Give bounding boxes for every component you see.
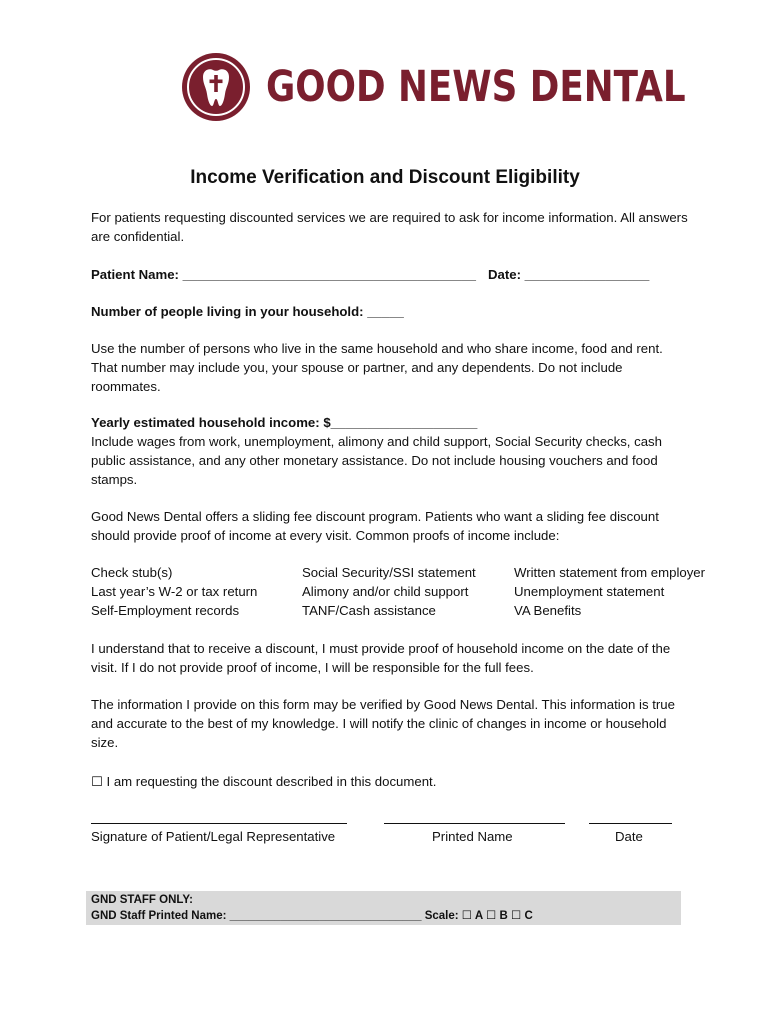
staff-only-box xyxy=(86,891,681,925)
date-label: Date xyxy=(615,829,643,844)
list-item: Social Security/SSI statement xyxy=(302,565,476,580)
brand-name: GOOD NEWS DENTAL xyxy=(266,61,686,112)
printed-name-line[interactable] xyxy=(384,823,565,824)
tooth-cross-icon xyxy=(180,51,252,123)
printed-name-label: Printed Name xyxy=(432,829,513,844)
list-item: Alimony and/or child support xyxy=(302,584,469,599)
verification-text: The information I provide on this form may be verified by Good News Dental. This information is true and accurate to the best of my knowledge. I will notify the clinic of changes in income or household size. xyxy=(91,697,675,750)
household-size-field[interactable]: Number of people living in your household: _____ xyxy=(91,304,404,319)
proof-requirement-text: I understand that to receive a discount, I must provide proof of household income on the date of the visit. If I do not provide proof of income, I will be responsible for the full fees. xyxy=(91,641,671,675)
staff-printed-name-field[interactable]: GND Staff Printed Name: ______________________________ Scale: ☐ A ☐ B ☐ C xyxy=(91,910,533,922)
list-item: Written statement from employer xyxy=(514,565,706,580)
signature-date-line[interactable] xyxy=(589,823,672,824)
signature-line[interactable] xyxy=(91,823,347,824)
list-item: Unemployment statement xyxy=(514,584,665,599)
list-item: Last year’s W-2 or tax return xyxy=(91,584,258,599)
list-item: Self-Employment records xyxy=(91,603,240,618)
income-description: Include wages from work, unemployment, alimony and child support, Social Security checks, cash public assistance, and any other monetary assistance. Do not include housing vouchers and food stamps. xyxy=(91,434,662,487)
discount-request-checkbox[interactable]: ☐ I am requesting the discount described in this document. xyxy=(91,774,437,789)
proofs-column-1 xyxy=(91,563,257,620)
household-income-field[interactable]: Yearly estimated household income: $____________________ xyxy=(91,415,478,430)
page-title: Income Verification and Discount Eligibility xyxy=(190,167,580,188)
proofs-column-3 xyxy=(514,563,705,620)
household-description: Use the number of persons who live in the same household and who share income, food and rent. That number may include you, your spouse or partner, and any dependents. Do not include roommates. xyxy=(91,341,663,394)
logo xyxy=(180,50,770,124)
date-field[interactable]: Date: _________________ xyxy=(488,267,650,282)
signature-label: Signature of Patient/Legal Representative xyxy=(91,829,336,844)
staff-heading: GND STAFF ONLY: xyxy=(91,894,194,906)
proofs-column-2 xyxy=(302,563,476,620)
program-description: Good News Dental offers a sliding fee discount program. Patients who want a sliding fee discount should provide proof of income at every visit. Common proofs of income include: xyxy=(91,509,659,543)
list-item: Check stub(s) xyxy=(91,565,173,580)
patient-name-field[interactable]: Patient Name: ________________________________________ xyxy=(91,267,476,282)
list-item: TANF/Cash assistance xyxy=(302,603,436,618)
list-item: VA Benefits xyxy=(514,603,582,618)
intro-text: For patients requesting discounted services we are required to ask for income information. All answers are confidential. xyxy=(91,210,688,244)
